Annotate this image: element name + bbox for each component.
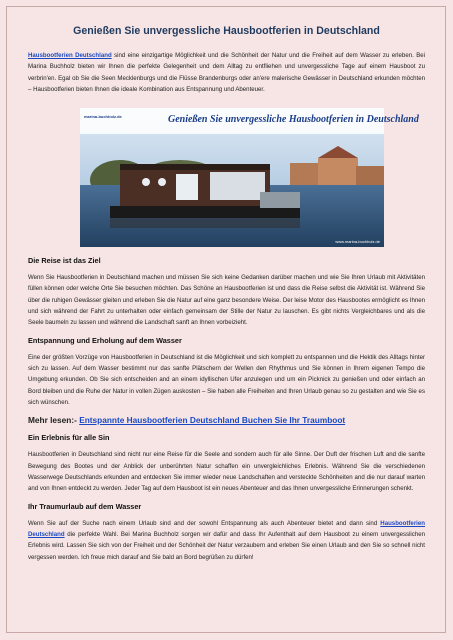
section-body: Hausbootferien in Deutschland sind nicht nur eine Reise für die Seele and sondern auch für alle Sinne. Der Duft der frischen Luft and die sanfte Bewegung des Bootes und der Anblick der unberührten Natur schaffen ein unvergleichliches Erlebnis. Während Sie die verschiedenen Wasserwege Deutschlands erkunden and entdecken Sie immer wieder neue Landschaften and versteckte Schönheiten and die nur darauf warten and von Ihnen entdeckt zu werden. Jeder Tag auf dem Hausboot ist ein neues Abenteuer and das Ihnen unvergessliche Erinnerungen schenkt. bbox=[28, 451, 425, 493]
hero-logo: marina-buchholz.de bbox=[84, 114, 122, 120]
section-body: Eine der größten Vorzüge von Hausbootferien in Deutschland ist die Möglichkeit und sich komplett zu entspannen und die Hektik des Alltags hinter sich zu lassen. Auf dem Wasser bestimmt nur das sanfte Plätschern der Wellen den Rhythmus und Sie können in Ihrem eigenen Tempo die Umgebung erkunden. Ob Sie sich entscheiden and an einem idyllischen Ufer anzulegen und um ein Picknick zu genießen und oder einfach an Bord bleiben und die Ruhe der Natur in vollen Zügen auskosten – Sie haben alle Freiheiten and Ihren Urlaub genau so zu gestalten and wie Sie es sich wünschen. bbox=[28, 353, 425, 406]
hero-credit: www.marina-buchholz.de bbox=[335, 239, 380, 245]
hero-image bbox=[80, 108, 419, 247]
houseboat-photo bbox=[80, 108, 419, 247]
document-page bbox=[6, 6, 446, 633]
page-title: Genießen Sie unvergessliche Hausbootferien in Deutschland bbox=[73, 25, 380, 37]
intro-text: sind eine einzigartige Möglichkeit und die Schönheit der Natur und die Freiheit auf dem Wasser zu erleben. Bei Marina Buchholz bieten wir Ihnen die perfekte Gelegenheit und dem Alltag zu entfliehen und unvergessliche Tage auf einem Hausboot zu verbrin'en. Egal ob Sie die Seen Mecklenburgs und die Flüsse Brandenburgs oder an'ere malerische Gewässer in Deutschland erkunden möchten – Hausbootferien bieten Ihnen die ideale Kombination aus Entspannung und Abenteuer. bbox=[28, 52, 425, 93]
section-heading: Ein Erlebnis für alle Sin bbox=[28, 433, 110, 443]
section-body: Wenn Sie Hausbootferien in Deutschland machen und müssen Sie sich keine Gedanken darüber machen und wie Sie Ihren Urlaub mit Aktivitäten füllen können oder welche Orte Sie besuchen möchten. Das Schöne an Hausbootferien ist und dass die Reise selbst die Aktivität ist. Während Sie über die ruhigen Gewässer gleiten und erleben Sie die Natur auf eine ganz besondere Weise. Der leise Motor des Hausbootes ermöglicht es Ihnen und sich während der Fahrt zu unterhalten oder einfach gemeinsam der Stille der Natur zu lauschen. Es gibt nichts Vergleichbares und als die Seele baumeln zu lassen und während die Landschaft sanft an Ihnen vorbeizieht. bbox=[28, 274, 425, 327]
section-heading: Entspannung und Erholung auf dem Wasser bbox=[28, 335, 182, 345]
body-text: Wenn Sie auf der Suche nach einem Urlaub sind and der sowohl Entspannung als auch Abenteuer bietet and dann sind bbox=[28, 519, 381, 527]
body-link[interactable]: Hausbootferien Deutschland bbox=[28, 519, 425, 538]
read-more-link[interactable]: Entspannte Hausbootferien Deutschland Buchen Sie Ihr Traumboot bbox=[79, 415, 346, 426]
intro-link[interactable]: Hausbootferien Deutschland bbox=[28, 52, 112, 59]
section-body bbox=[28, 518, 425, 563]
read-more-label: Mehr lesen:- bbox=[28, 415, 80, 426]
section-heading: Ihr Traumurlaub auf dem Wasser bbox=[28, 501, 142, 511]
read-more bbox=[28, 415, 425, 426]
body-text: die perfekte Wahl. Bei Marina Buchholz sorgen wir dafür and dass Ihr Aufenthalt auf dem Hausboot zu einem unvergesslichen Erlebnis wird. Lassen Sie sich von der Freiheit und der Schönheit der Natur verzaubern and erleben Sie einen Urlaub and den Sie so schnell nicht vergessen werden. Ich freue mich darauf and Sie bald an Bord begrüßen zu dürfen! bbox=[28, 530, 425, 561]
section-heading: Die Reise ist das Ziel bbox=[28, 256, 101, 266]
intro-paragraph bbox=[28, 50, 425, 95]
hero-banner-text: Genießen Sie unvergessliche Hausbootferien in Deutschland bbox=[168, 114, 419, 126]
